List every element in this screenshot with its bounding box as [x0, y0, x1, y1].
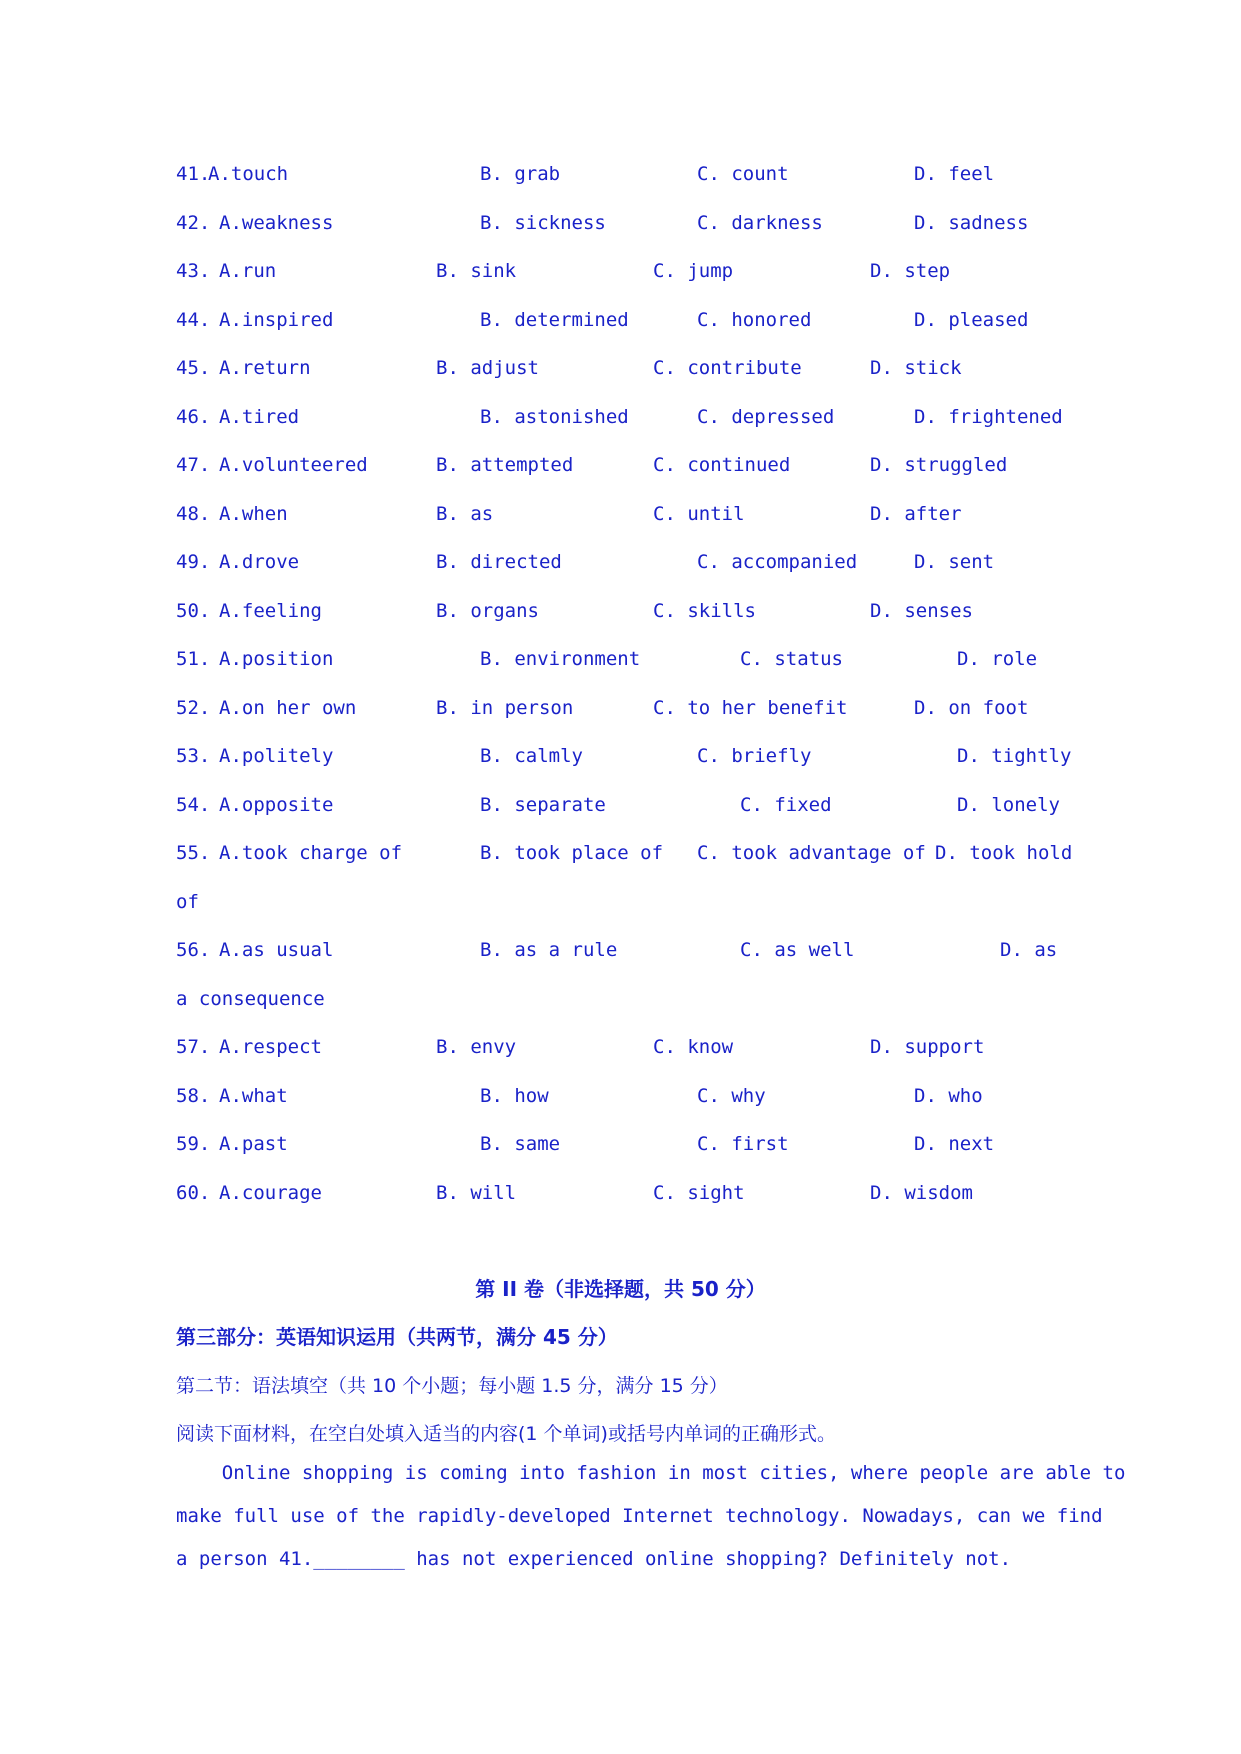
option-c: C. skills	[653, 600, 756, 622]
question-number: 56.	[176, 939, 211, 961]
option-a: A.past	[219, 1133, 288, 1155]
option-c: C. jump	[653, 260, 734, 282]
option-c: C. depressed	[697, 406, 835, 428]
option-a: A.position	[219, 648, 334, 670]
option-b: B. attempted	[436, 454, 574, 476]
option-d: D. stick	[870, 357, 962, 379]
option-a: A.what	[219, 1085, 288, 1107]
option-d: D. feel	[914, 163, 995, 185]
option-b: B. same	[480, 1133, 561, 1155]
option-b: B. adjust	[436, 357, 539, 379]
option-b: B. grab	[480, 163, 561, 185]
option-c: C. count	[697, 163, 789, 185]
instruction-text: 阅读下面材料，在空白处填入适当的内容(1 个单词)或括号内单词的正确形式。	[176, 1423, 836, 1445]
option-d: D. sent	[914, 551, 995, 573]
option-b: B. took place of	[480, 842, 664, 864]
option-c: C. status	[740, 648, 843, 670]
question-number: 54.	[176, 794, 211, 816]
option-a: A.on her own	[219, 697, 357, 719]
option-a: A.opposite	[219, 794, 334, 816]
passage-line: Online shopping is coming into fashion in most cities, where people are able to	[176, 1462, 1126, 1484]
option-d: D. support	[870, 1036, 985, 1058]
option-c: C. contribute	[653, 357, 802, 379]
option-b: B. astonished	[480, 406, 629, 428]
option-d: D. sadness	[914, 212, 1029, 234]
option-c: C. sight	[653, 1182, 745, 1204]
option-d: D. step	[870, 260, 951, 282]
option-b: B. envy	[436, 1036, 517, 1058]
option-d: D. who	[914, 1085, 983, 1107]
option-b: B. directed	[436, 551, 562, 573]
question-number: 47.	[176, 454, 211, 476]
option-c: C. fixed	[740, 794, 832, 816]
option-a: A.volunteered	[219, 454, 368, 476]
question-number: 48.	[176, 503, 211, 525]
part-title: 第三部分：英语知识运用（共两节，满分 45 分）	[176, 1325, 618, 1349]
option-c: C. know	[653, 1036, 734, 1058]
question-number: 50.	[176, 600, 211, 622]
question-number: 53.	[176, 745, 211, 767]
option-c: C. continued	[653, 454, 791, 476]
option-c: C. accompanied	[697, 551, 858, 573]
passage-line: make full use of the rapidly-developed Internet technology. Nowadays, can we find	[176, 1505, 1103, 1527]
option-d: D. on foot	[914, 697, 1029, 719]
option-a: A.politely	[219, 745, 334, 767]
option-d: D. after	[870, 503, 962, 525]
option-c: C. darkness	[697, 212, 823, 234]
option-c: C. briefly	[697, 745, 812, 767]
question-number: 46.	[176, 406, 211, 428]
option-c: C. honored	[697, 309, 812, 331]
option-d: D. as	[1000, 939, 1058, 961]
question-number: 52.	[176, 697, 211, 719]
option-a: A.tired	[219, 406, 300, 428]
volume-title: 第 II 卷（非选择题，共 50 分）	[475, 1277, 766, 1301]
option-d: D. next	[914, 1133, 995, 1155]
option-d: D. frightened	[914, 406, 1063, 428]
question-number: 43.	[176, 260, 211, 282]
option-d: D. senses	[870, 600, 973, 622]
question-number: 55.	[176, 842, 211, 864]
option-b: B. environment	[480, 648, 641, 670]
option-a: A.return	[219, 357, 311, 379]
option-c: C. took advantage of	[697, 842, 926, 864]
option-d: D. lonely	[957, 794, 1060, 816]
passage-line: a person 41.________ has not experienced online shopping? Definitely not.	[176, 1548, 1012, 1570]
option-b: B. sickness	[480, 212, 606, 234]
option-a: A.feeling	[219, 600, 322, 622]
option-c: C. until	[653, 503, 745, 525]
option-c: C. first	[697, 1133, 789, 1155]
option-b: B. determined	[480, 309, 629, 331]
option-a: A.respect	[219, 1036, 322, 1058]
option-a: A.when	[219, 503, 288, 525]
option-a: A.as usual	[219, 939, 334, 961]
option-d: D. wisdom	[870, 1182, 973, 1204]
option-b: B. separate	[480, 794, 606, 816]
option-a: A.weakness	[219, 212, 334, 234]
option-b: B. calmly	[480, 745, 583, 767]
question-number: 60.	[176, 1182, 211, 1204]
option-b: B. in person	[436, 697, 574, 719]
option-b: B. as a rule	[480, 939, 618, 961]
question-56-continuation: a consequence	[176, 988, 325, 1010]
subsection-title: 第二节：语法填空（共 10 个小题；每小题 1.5 分，满分 15 分）	[176, 1375, 728, 1397]
option-d: D. role	[957, 648, 1038, 670]
question-number: 57.	[176, 1036, 211, 1058]
question-55-continuation: of	[176, 891, 199, 913]
option-a: A.run	[219, 260, 277, 282]
question-number: 42.	[176, 212, 211, 234]
option-d: D. tightly	[957, 745, 1072, 767]
option-a: A.inspired	[219, 309, 334, 331]
option-c: C. to her benefit	[653, 697, 848, 719]
option-b: B. as	[436, 503, 494, 525]
option-a: A.took charge of	[219, 842, 403, 864]
option-d: D. pleased	[914, 309, 1029, 331]
question-number: 44.	[176, 309, 211, 331]
option-d: D. took hold	[935, 842, 1073, 864]
question-number: 45.	[176, 357, 211, 379]
option-b: B. how	[480, 1085, 549, 1107]
option-c: C. as well	[740, 939, 855, 961]
option-d: D. struggled	[870, 454, 1008, 476]
question-number: 49.	[176, 551, 211, 573]
option-a: A.touch	[208, 163, 289, 185]
question-number: 58.	[176, 1085, 211, 1107]
option-a: A.courage	[219, 1182, 322, 1204]
option-b: B. sink	[436, 260, 517, 282]
option-b: B. organs	[436, 600, 539, 622]
question-number: 41.	[176, 163, 211, 185]
question-number: 51.	[176, 648, 211, 670]
option-b: B. will	[436, 1182, 517, 1204]
question-number: 59.	[176, 1133, 211, 1155]
option-c: C. why	[697, 1085, 766, 1107]
option-a: A.drove	[219, 551, 300, 573]
